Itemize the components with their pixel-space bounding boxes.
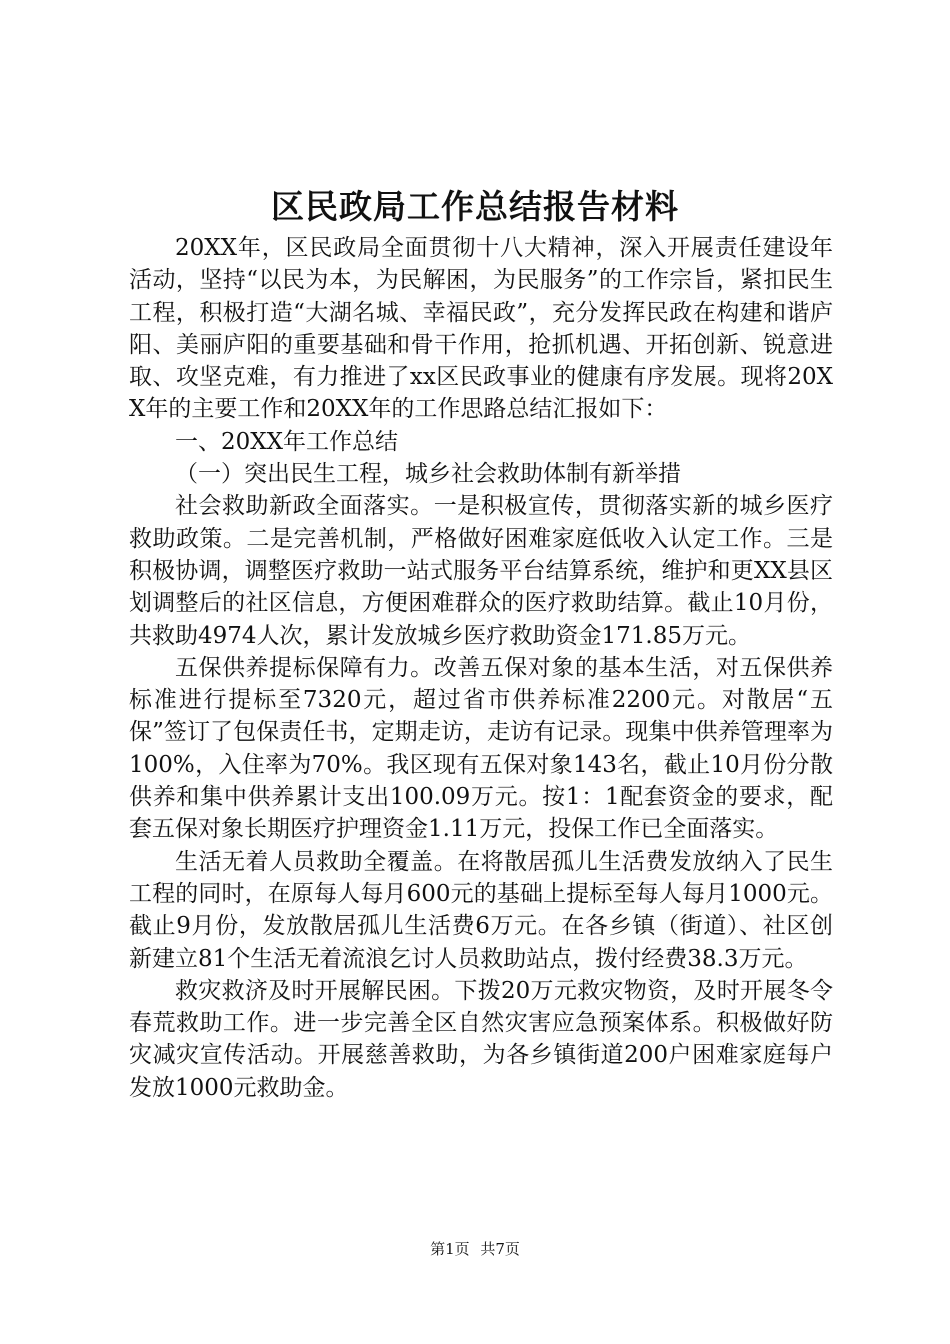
page-number-total: 共7页 [480, 1240, 520, 1258]
page-number-current: 第1页 [430, 1240, 470, 1258]
document-body [129, 232, 833, 1104]
document-title: 区民政局工作总结报告材料 [271, 187, 679, 226]
subsection-heading: （一）突出民生工程，城乡社会救助体制有新举措 [175, 461, 681, 488]
section-heading: 一、20XX年工作总结 [175, 428, 399, 455]
paragraph-disaster-relief: 救灾救济及时开展解民困。下拨20万元救灾物资，及时开展冬令春荒救助工作。进一步完善全区自然灾害应急预案体系。积极做好防灾减灾宣传活动。开展慈善救助，为各乡镇街道200户困难家庭每户发放1000元救助金。 [129, 977, 833, 1101]
paragraph-homeless-assistance: 生活无着人员救助全覆盖。在将散居孤儿生活费发放纳入了民生工程的同时，在原每人每月600元的基础上提标至每人每月1000元。截止9月份，发放散居孤儿生活费6万元。在各乡镇（街道）、社区创新建立81个生活无着流浪乞讨人员救助站点，拨付经费38.3万元。 [129, 848, 833, 972]
page-footer [0, 1238, 950, 1260]
paragraph-five-guarantees: 五保供养提标保障有力。改善五保对象的基本生活，对五保供养标准进行提标至7320元，超过省市供养标准2200元。对散居“五保”签订了包保责任书，定期走访，走访有记录。现集中供养管理率为100%，入住率为70%。我区现有五保对象143名，截止10月份分散供养和集中供养累计支出100.09万元。按1：1配套资金的要求，配套五保对象长期医疗护理资金1.11万元，投保工作已全面落实。 [129, 654, 833, 843]
paragraph-intro: 20XX年，区民政局全面贯彻十八大精神，深入开展责任建设年活动，坚持“以民为本，为民解困，为民服务”的工作宗旨，紧扣民生工程，积极打造“大湖名城、幸福民政”，充分发挥民政在构建和谐庐阳、美丽庐阳的重要基础和骨干作用，抢抓机遇、开拓创新、锐意进取、攻坚克难，有力推进了xx区民政事业的健康有序发展。现将20XX年的主要工作和20XX年的工作思路总结汇报如下： [129, 235, 833, 423]
paragraph-social-assistance: 社会救助新政全面落实。一是积极宣传，贯彻落实新的城乡医疗救助政策。二是完善机制，严格做好困难家庭低收入认定工作。三是积极协调，调整医疗救助一站式服务平台结算系统，维护和更XX县区划调整后的社区信息，方便困难群众的医疗救助结算。截止10月份，共救助4974人次，累计发放城乡医疗救助资金171.85万元。 [129, 493, 833, 649]
